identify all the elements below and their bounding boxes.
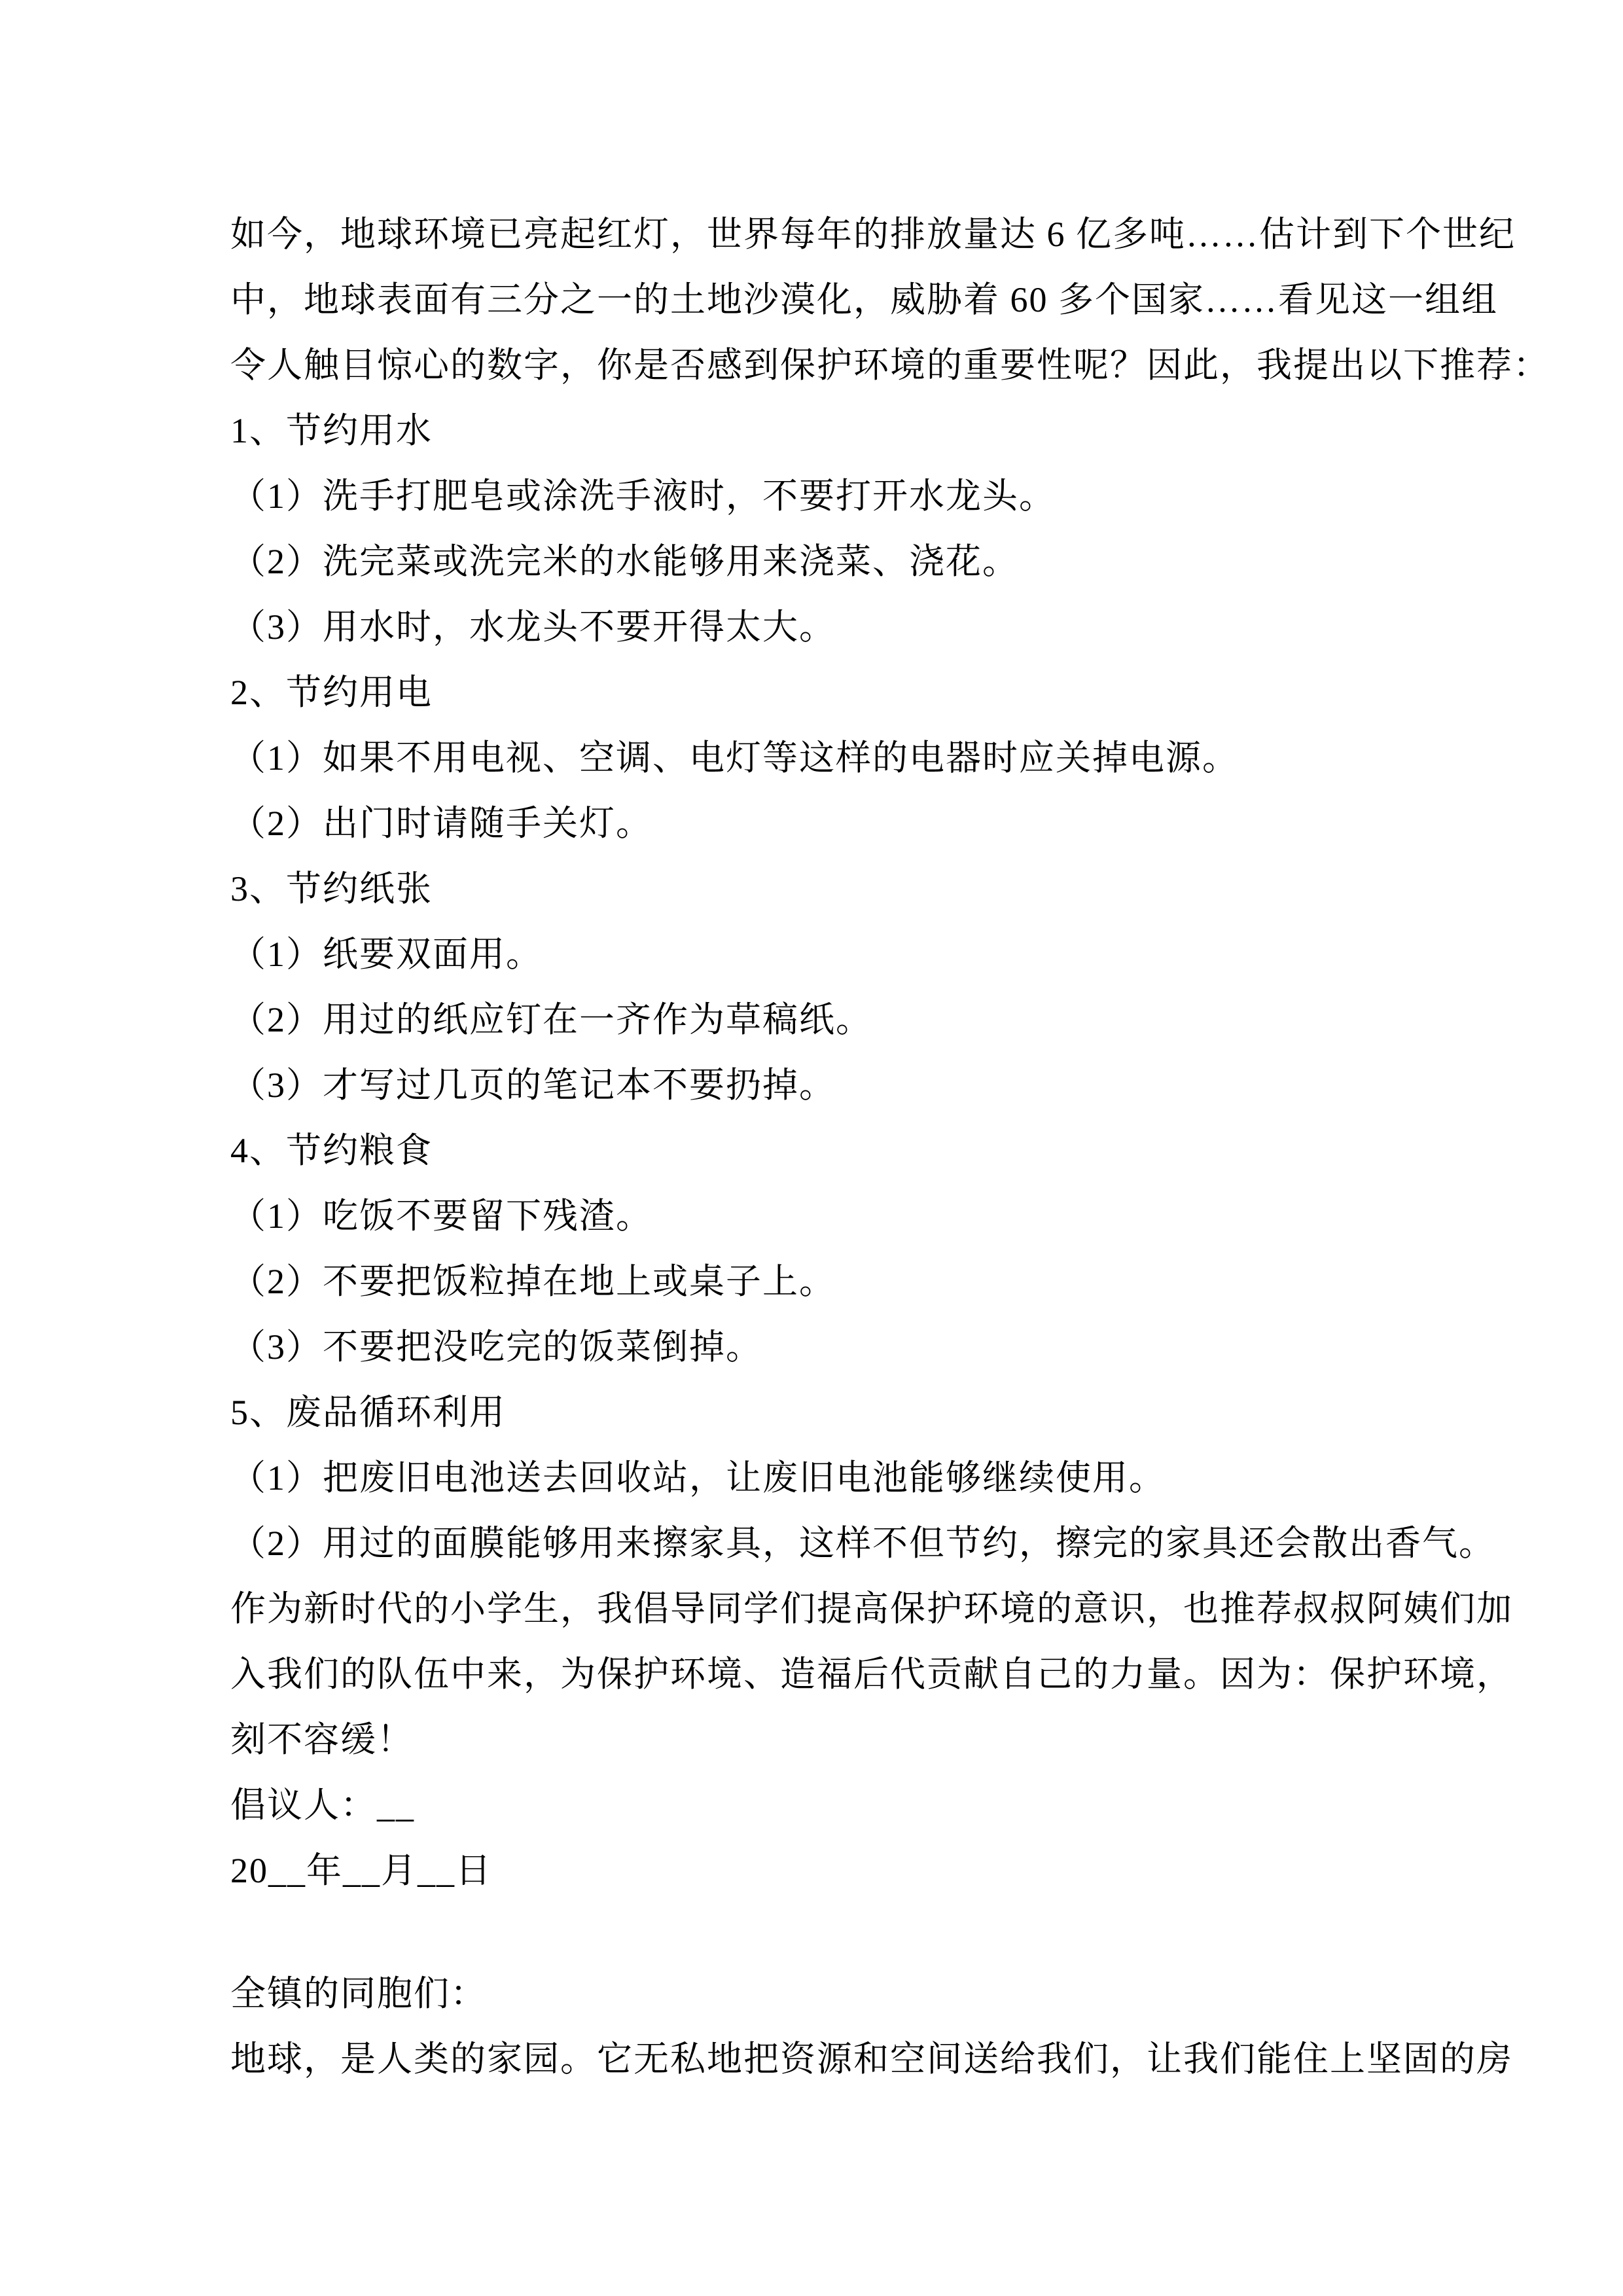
item-paper-2: （2）用过的纸应钉在一齐作为草稿纸。 (230, 1000, 872, 1039)
section-heading-recycle: 5、废品循环利用 (230, 1393, 506, 1432)
item-water-3: （3）用水时，水龙头不要开得太大。 (230, 607, 836, 647)
intro-line-1: 如今，地球环境已亮起红灯，世界每年的排放量达 6 亿多吨……估计到下个世纪 (230, 215, 1516, 254)
item-water-2: （2）洗完菜或洗完米的水能够用来浇菜、浇花。 (230, 542, 1019, 581)
closing-line-2: 入我们的队伍中来，为保护环境、造福后代贡献自己的力量。因为：保护环境， (230, 1655, 1513, 1694)
section-heading-electricity: 2、节约用电 (230, 673, 433, 712)
letter-body (230, 202, 1550, 2092)
closing-line-3: 刻不容缓！ (230, 1720, 414, 1759)
item-food-2: （2）不要把饭粒掉在地上或桌子上。 (230, 1262, 836, 1301)
item-electricity-1: （1）如果不用电视、空调、电灯等这样的电器时应关掉电源。 (230, 738, 1239, 778)
blank-line (230, 1903, 1428, 1961)
section-heading-water: 1、节约用水 (230, 411, 433, 450)
item-recycle-1: （1）把废旧电池送去回收站，让废旧电池能够继续使用。 (230, 1458, 1166, 1498)
section-heading-food: 4、节约粮食 (230, 1131, 433, 1170)
intro-line-2: 中，地球表面有三分之一的土地沙漠化，威胁着 60 多个国家……看见这一组组 (230, 280, 1498, 319)
item-paper-3: （3）才写过几页的笔记本不要扔掉。 (230, 1066, 836, 1105)
second-letter-body-line: 地球，是人类的家园。它无私地把资源和空间送给我们，让我们能住上坚固的房 (230, 2039, 1513, 2079)
item-food-3: （3）不要把没吃完的饭菜倒掉。 (230, 1327, 762, 1367)
section-heading-paper: 3、节约纸张 (230, 869, 433, 908)
item-paper-1: （1）纸要双面用。 (230, 935, 543, 974)
item-electricity-2: （2）出门时请随手关灯。 (230, 804, 652, 843)
signature-line: 倡议人：__ (230, 1785, 415, 1825)
second-letter-salutation: 全镇的同胞们： (230, 1974, 487, 2013)
item-recycle-2: （2）用过的面膜能够用来擦家具，这样不但节约，擦完的家具还会散出香气。 (230, 1524, 1495, 1563)
closing-line-1: 作为新时代的小学生，我倡导同学们提高保护环境的意识，也推荐叔叔阿姨们加 (230, 1589, 1513, 1628)
date-line: 20__年__月__日 (230, 1851, 492, 1890)
item-food-1: （1）吃饭不要留下残渣。 (230, 1196, 652, 1236)
item-water-1: （1）洗手打肥皂或涂洗手液时，不要打开水龙头。 (230, 476, 1056, 516)
intro-line-3: 令人触目惊心的数字，你是否感到保护环境的重要性呢？因此，我提出以下推荐： (230, 346, 1550, 385)
